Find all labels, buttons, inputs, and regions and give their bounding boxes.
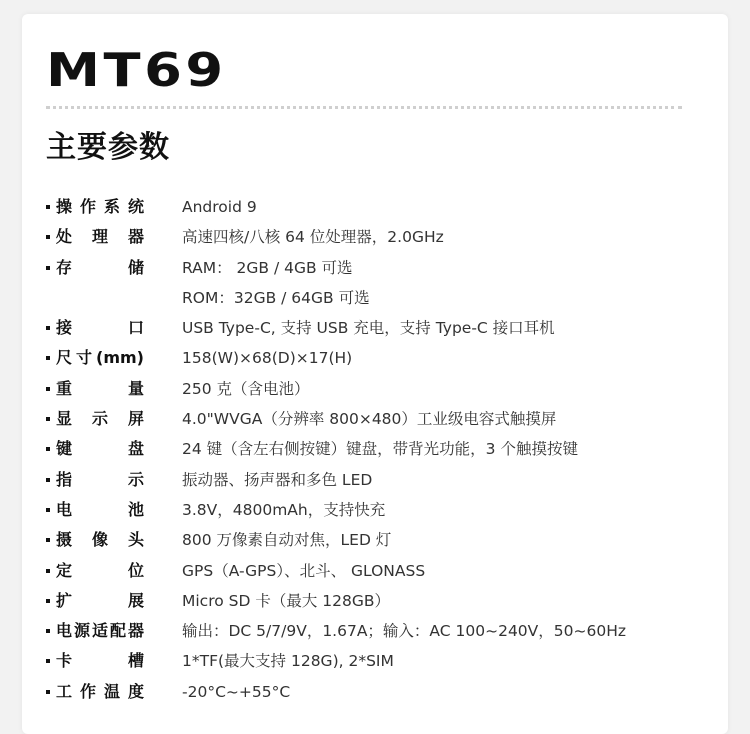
spec-row-dimensions	[46, 343, 706, 373]
bullet-icon	[46, 478, 50, 482]
bullet-icon	[46, 538, 50, 542]
bullet-icon	[46, 326, 50, 330]
spec-row-os	[46, 192, 706, 222]
model-title: MT69	[46, 43, 227, 97]
spec-value: 输出：DC 5/7/9V，1.67A；输入：AC 100~240V，50~60Hz	[182, 622, 626, 641]
spec-row-display	[46, 404, 706, 434]
bullet-icon	[46, 447, 50, 451]
spec-label: 电池	[56, 499, 144, 519]
spec-value: ROM：32GB / 64GB 可选	[182, 288, 370, 307]
spec-label: 显示屏	[56, 409, 144, 429]
bullet-icon	[46, 417, 50, 421]
spec-value: Android 9	[182, 198, 257, 216]
spec-row-interface	[46, 313, 706, 343]
spec-value: 4.0"WVGA（分辨率 800×480）工业级电容式触摸屏	[182, 410, 557, 429]
bullet-icon	[46, 569, 50, 573]
bullet-icon	[46, 266, 50, 270]
spec-value: 800 万像素自动对焦，LED 灯	[182, 531, 392, 550]
spec-row-storage	[46, 253, 706, 283]
spec-label: 工作温度	[56, 681, 144, 701]
bullet-icon	[46, 356, 50, 360]
spec-row-expansion	[46, 586, 706, 616]
spec-label: 接口	[56, 318, 144, 338]
spec-row-battery	[46, 495, 706, 525]
spec-list	[46, 192, 706, 707]
bullet-icon	[46, 235, 50, 239]
spec-label: 电源适配器	[56, 621, 144, 641]
spec-label: 指示	[56, 469, 144, 489]
spec-row-processor	[46, 222, 706, 252]
bullet-icon	[46, 599, 50, 603]
spec-value: GPS（A-GPS）、北斗、 GLONASS	[182, 561, 426, 580]
spec-row-card-slot	[46, 646, 706, 676]
spec-row-power-adapter	[46, 616, 706, 646]
spec-value: 24 键（含左右侧按键）键盘，带背光功能，3 个触摸按键	[182, 440, 578, 459]
spec-value: 3.8V，4800mAh，支持快充	[182, 500, 386, 519]
spec-row-indicator	[46, 465, 706, 495]
spec-label: 定位	[56, 560, 144, 580]
spec-value: 158(W)×68(D)×17(H)	[182, 349, 353, 368]
bullet-icon	[46, 629, 50, 633]
spec-row-operating-temp	[46, 677, 706, 707]
spec-row-weight	[46, 374, 706, 404]
spec-row-keyboard	[46, 434, 706, 464]
bullet-icon	[46, 508, 50, 512]
spec-label: 扩展	[56, 590, 144, 610]
spec-label: 存储	[56, 257, 144, 277]
spec-label: 处理器	[56, 227, 144, 247]
spec-value: 振动器、扬声器和多色 LED	[182, 470, 373, 489]
spec-label: 键盘	[56, 439, 144, 459]
spec-card	[22, 14, 728, 734]
spec-row-storage-rom	[46, 283, 706, 313]
spec-label: 尺寸(mm)	[56, 348, 144, 368]
bullet-icon	[46, 659, 50, 663]
spec-label: 卡槽	[56, 651, 144, 671]
bullet-icon	[46, 205, 50, 209]
spec-value: 1*TF(最大支持 128G), 2*SIM	[182, 652, 394, 671]
section-title: 主要参数	[46, 130, 170, 165]
spec-label: 摄像头	[56, 530, 144, 550]
spec-value: Micro SD 卡（最大 128GB）	[182, 591, 391, 610]
spec-value: 高速四核/八核 64 位处理器，2.0GHz	[182, 228, 444, 247]
spec-value: -20°C~+55°C	[182, 682, 291, 701]
spec-label: 重量	[56, 378, 144, 398]
bullet-icon	[46, 387, 50, 391]
spec-value: 250 克（含电池）	[182, 379, 310, 398]
dotted-divider	[46, 106, 682, 109]
spec-row-camera	[46, 525, 706, 555]
spec-row-positioning	[46, 556, 706, 586]
spec-value: RAM： 2GB / 4GB 可选	[182, 258, 353, 277]
spec-value: USB Type-C, 支持 USB 充电，支持 Type-C 接口耳机	[182, 319, 555, 338]
spec-label: 操作系统	[56, 197, 144, 216]
bullet-icon	[46, 690, 50, 694]
